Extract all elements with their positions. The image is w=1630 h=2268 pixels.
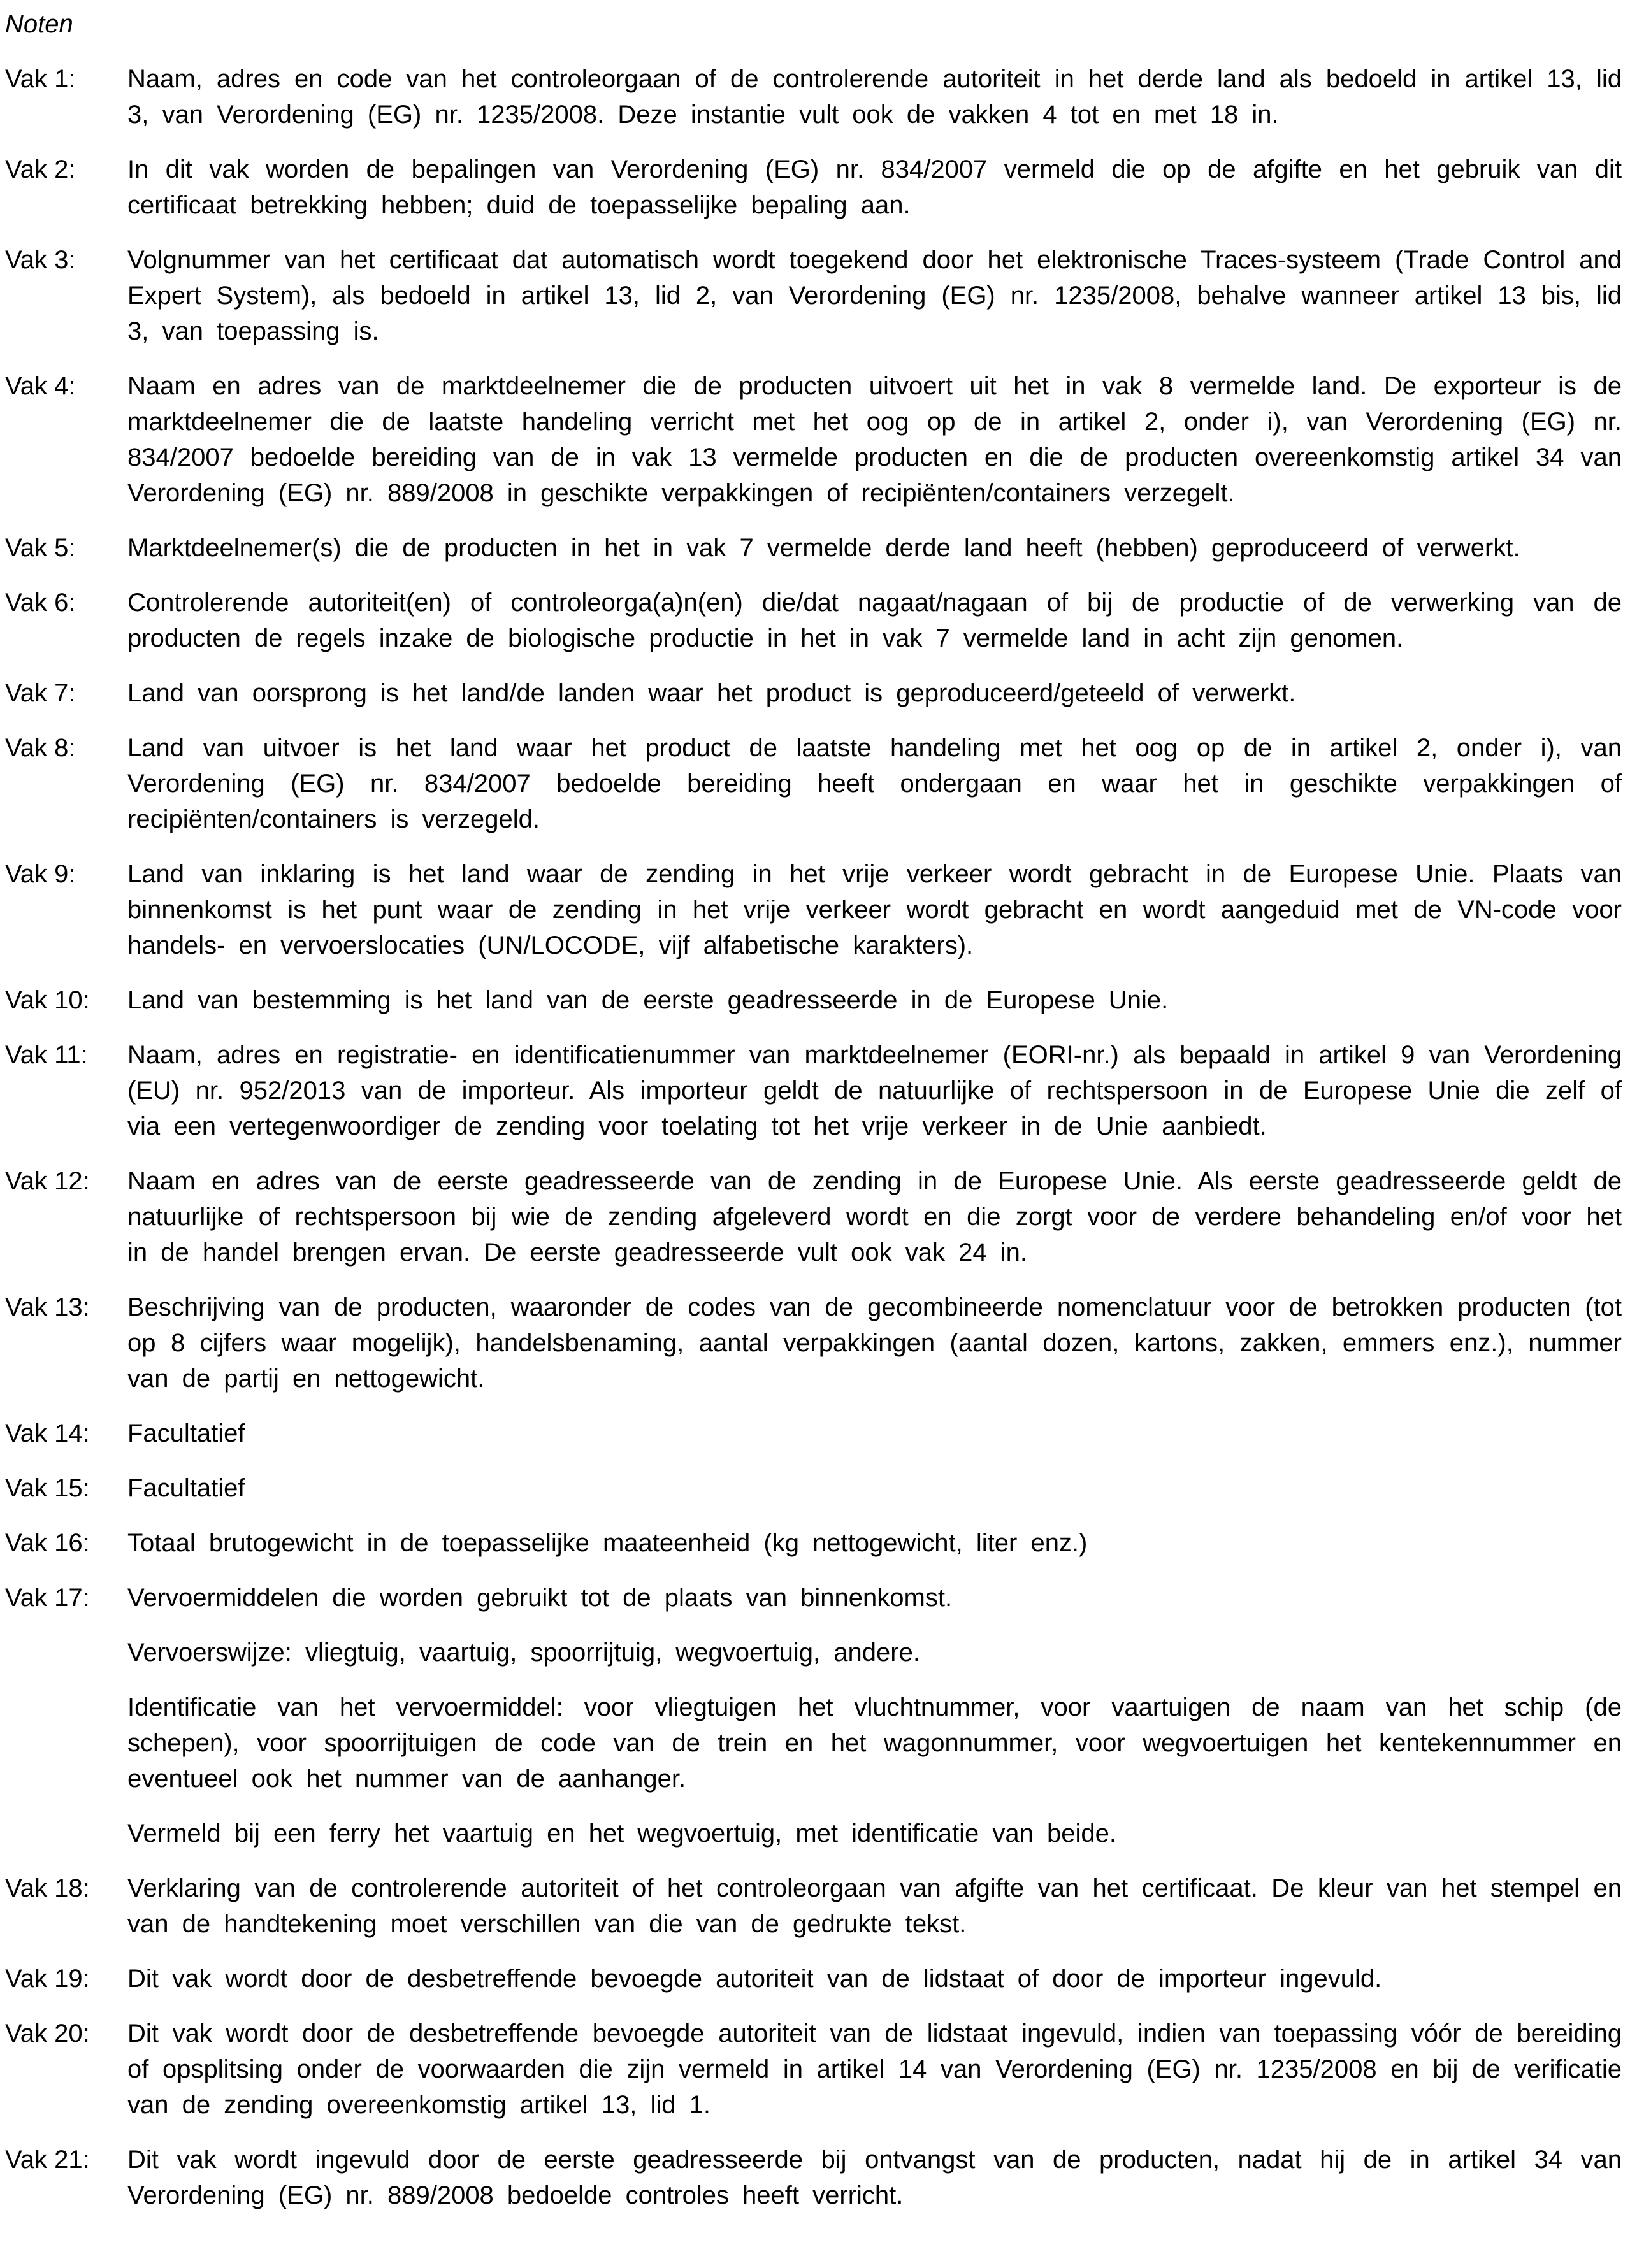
note-paragraph: Dit vak wordt ingevuld door de eerste geadresseerde bij ontvangst van de producten, nadat hij de in artikel 34 van Verordening (EG) nr. 889/2008 bedoelde controles heeft verricht.	[127, 2146, 1622, 2209]
note-paragraph: Verklaring van de controlerende autoriteit of het controleorgaan van afgifte van het certificaat. De kleur van het stempel en van de handtekening moet verschillen van die van de gedrukte tekst.	[127, 1874, 1622, 1938]
note-paragraph: Land van bestemming is het land van de eerste geadresseerde in de Europese Unie.	[127, 986, 1169, 1014]
note-label: Vak 21:	[5, 2146, 90, 2174]
note-body	[127, 1961, 1622, 1997]
note-row	[5, 152, 1622, 223]
note-paragraph: Beschrijving van de producten, waaronder de codes van de gecombineerde nomenclatuur voor de betrokken producten (tot op 8 cijfers waar mogelijk), handelsbenaming, aantal verpakkingen (aantal dozen, kartons, zakken, emmers enz.), nummer van de partij en nettogewicht.	[127, 1293, 1622, 1393]
note-label: Vak 3:	[5, 246, 76, 274]
note-label: Vak 17:	[5, 1584, 90, 1612]
note-body	[127, 61, 1622, 133]
note-body	[127, 368, 1622, 511]
note-paragraph: Land van oorsprong is het land/de landen waar het product is geproduceerd/geteeld of verwerkt.	[127, 679, 1296, 707]
note-paragraph: Land van inklaring is het land waar de zending in het vrije verkeer wordt gebracht in de Europese Unie. Plaats van binnenkomst is het punt waar de zending in het vrije verkeer wordt gebracht en wordt aangeduid met de VN-code voor handels- en vervoerslocaties (UN/LOCODE, vijf alfabetische karakters).	[127, 860, 1622, 959]
note-paragraph: Identificatie van het vervoermiddel: voor vliegtuigen het vluchtnummer, voor vaartuigen de naam van het schip (de schepen), voor spoorrijtuigen de code van de trein en het wagonnummer, voor wegvoertuigen het kentekennummer en eventueel ook het nummer van de aanhanger.	[127, 1693, 1622, 1793]
note-label: Vak 20:	[5, 2020, 90, 2048]
note-row	[5, 368, 1622, 511]
note-body	[127, 2142, 1622, 2213]
note-body	[127, 856, 1622, 963]
note-paragraph: Facultatief	[127, 1419, 245, 1447]
note-label: Vak 19:	[5, 1965, 90, 1993]
note-row	[5, 1870, 1622, 1942]
note-paragraph: Vervoermiddelen die worden gebruikt tot de plaats van binnenkomst.	[127, 1584, 953, 1612]
note-paragraph: Dit vak wordt door de desbetreffende bevoegde autoriteit van de lidstaat of door de importeur ingevuld.	[127, 1965, 1382, 1993]
notes-list	[5, 61, 1622, 2213]
note-body	[127, 1580, 1622, 1851]
note-paragraph: Naam, adres en code van het controleorgaan of de controlerende autoriteit in het derde land als bedoeld in artikel 13, lid 3, van Verordening (EG) nr. 1235/2008. Deze instantie vult ook de vakken 4 tot en met 18 in.	[127, 65, 1622, 129]
note-paragraph: Marktdeelnemer(s) die de producten in het in vak 7 vermelde derde land heeft (hebben) geproduceerd of verwerkt.	[127, 534, 1520, 562]
note-label: Vak 9:	[5, 860, 76, 888]
note-paragraph: Vermeld bij een ferry het vaartuig en het wegvoertuig, met identificatie van beide.	[127, 1819, 1116, 1848]
note-body	[127, 1416, 1622, 1451]
note-paragraph: Volgnummer van het certificaat dat automatisch wordt toegekend door het elektronische Traces-systeem (Trade Control and Expert System), als bedoeld in artikel 13, lid 2, van Verordening (EG) nr. 1235/2008, behalve wanneer artikel 13 bis, lid 3, van toepassing is.	[127, 246, 1622, 345]
note-label: Vak 13:	[5, 1293, 90, 1321]
note-row	[5, 1416, 1622, 1451]
note-label: Vak 16:	[5, 1529, 90, 1557]
note-row	[5, 242, 1622, 349]
note-body	[127, 675, 1622, 711]
note-label: Vak 11:	[5, 1041, 88, 1069]
note-paragraph: Totaal brutogewicht in de toepasselijke maateenheid (kg nettogewicht, liter enz.)	[127, 1529, 1088, 1557]
note-row	[5, 730, 1622, 837]
note-body	[127, 585, 1622, 656]
note-label: Vak 14:	[5, 1419, 90, 1447]
note-row	[5, 982, 1622, 1018]
note-paragraph: Dit vak wordt door de desbetreffende bevoegde autoriteit van de lidstaat ingevuld, indien van toepassing vóór de bereiding of opsplitsing onder de voorwaarden die zijn vermeld in artikel 14 van Verordening (EG) nr. 1235/2008 en bij de verificatie van de zending overeenkomstig artikel 13, lid 1.	[127, 2020, 1622, 2119]
note-body	[127, 1037, 1622, 1144]
note-body	[127, 1525, 1622, 1561]
note-body	[127, 1289, 1622, 1396]
note-paragraph: Naam, adres en registratie- en identificatienummer van marktdeelnemer (EORI-nr.) als bepaald in artikel 9 van Verordening (EU) nr. 952/2013 van de importeur. Als importeur geldt de natuurlijke of rechtspersoon in de Europese Unie die zelf of via een vertegenwoordiger de zending voor toelating tot het vrije verkeer in de Unie aanbiedt.	[127, 1041, 1622, 1140]
note-body	[127, 1470, 1622, 1506]
note-body	[127, 152, 1622, 223]
note-row	[5, 856, 1622, 963]
note-body	[127, 1870, 1622, 1942]
note-row	[5, 1961, 1622, 1997]
note-paragraph: Naam en adres van de marktdeelnemer die de producten uitvoert uit het in vak 8 vermelde land. De exporteur is de marktdeelnemer die de laatste handeling verricht met het oog op de in artikel 2, onder i), van Verordening (EG) nr. 834/2007 bedoelde bereiding van de in vak 13 vermelde producten en die de producten overeenkomstig artikel 34 van Verordening (EG) nr. 889/2008 in geschikte verpakkingen of recipiënten/containers verzegelt.	[127, 372, 1622, 507]
note-body	[127, 730, 1622, 837]
note-paragraph: Naam en adres van de eerste geadresseerde van de zending in de Europese Unie. Als eerste geadresseerde geldt de natuurlijke of rechtspersoon bij wie de zending afgeleverd wordt en die zorgt voor de verdere behandeling en/of voor het in de handel brengen ervan. De eerste geadresseerde vult ook vak 24 in.	[127, 1167, 1622, 1267]
note-row	[5, 675, 1622, 711]
note-row	[5, 2016, 1622, 2123]
page-title: Noten	[5, 10, 73, 38]
note-paragraph: Vervoerswijze: vliegtuig, vaartuig, spoorrijtuig, wegvoertuig, andere.	[127, 1639, 920, 1667]
note-body	[127, 1163, 1622, 1270]
note-row	[5, 585, 1622, 656]
note-body	[127, 982, 1622, 1018]
note-label: Vak 10:	[5, 986, 90, 1014]
note-label: Vak 1:	[5, 65, 76, 93]
note-label: Vak 12:	[5, 1167, 90, 1195]
note-label: Vak 6:	[5, 589, 76, 617]
note-label: Vak 15:	[5, 1474, 90, 1502]
note-paragraph: Controlerende autoriteit(en) of controleorga(a)n(en) die/dat nagaat/nagaan of bij de productie of de verwerking van de producten de regels inzake de biologische productie in het in vak 7 vermelde land in acht zijn genomen.	[127, 589, 1622, 652]
note-row	[5, 1037, 1622, 1144]
note-row	[5, 530, 1622, 566]
note-body	[127, 530, 1622, 566]
note-paragraph: Facultatief	[127, 1474, 245, 1502]
note-row	[5, 1580, 1622, 1851]
note-label: Vak 2:	[5, 155, 76, 183]
note-label: Vak 4:	[5, 372, 76, 400]
note-row	[5, 1289, 1622, 1396]
note-row	[5, 1525, 1622, 1561]
note-label: Vak 7:	[5, 679, 76, 707]
note-label: Vak 5:	[5, 534, 76, 562]
note-paragraph: Land van uitvoer is het land waar het product de laatste handeling met het oog op de in artikel 2, onder i), van Verordening (EG) nr. 834/2007 bedoelde bereiding heeft ondergaan en waar het in geschikte verpakkingen of recipiënten/containers is verzegeld.	[127, 734, 1622, 833]
note-row	[5, 2142, 1622, 2213]
note-row	[5, 1163, 1622, 1270]
note-body	[127, 2016, 1622, 2123]
note-row	[5, 61, 1622, 133]
note-paragraph: In dit vak worden de bepalingen van Verordening (EG) nr. 834/2007 vermeld die op de afgifte en het gebruik van dit certificaat betrekking hebben; duid de toepasselijke bepaling aan.	[127, 155, 1622, 219]
note-label: Vak 18:	[5, 1874, 90, 1902]
note-body	[127, 242, 1622, 349]
note-label: Vak 8:	[5, 734, 76, 762]
note-row	[5, 1470, 1622, 1506]
